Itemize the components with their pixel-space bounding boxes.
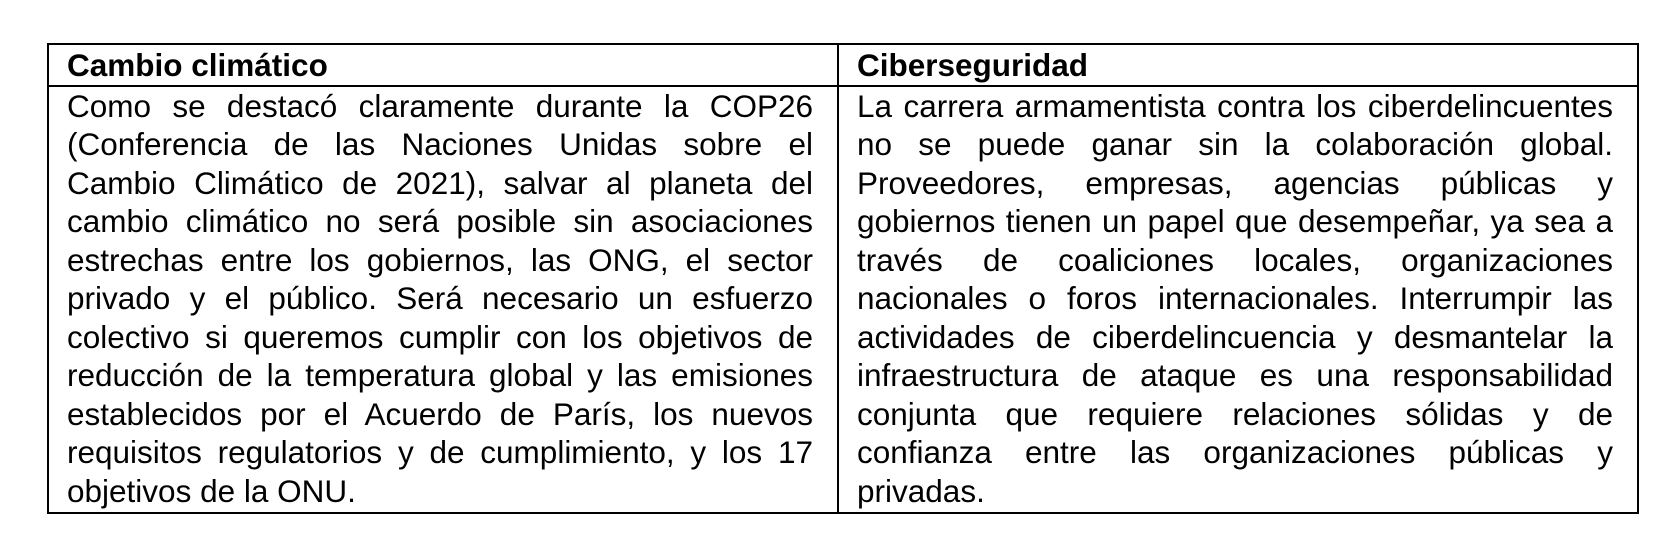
climate-change-paragraph: Como se destacó claramente durante la COP26 (Conferencia de las Naciones Unidas sobre el Cambio Climático de 2021), salvar al planeta del cambio climático no será posible sin asociaciones estrechas entre los gobiernos, las ONG, el sector privado y el público. Será necesario un esfuerzo colectivo si queremos cumplir con los objetivos de reducción de la temperatura global y las emisiones establecidos por el Acuerdo de París, los nuevos requisitos regulatorios y de cumplimiento, y los 17 objetivos de la ONU. [67, 87, 813, 509]
header-cybersecurity: Ciberseguridad [838, 44, 1638, 86]
cell-cybersecurity-text [838, 86, 1638, 514]
table-header-row [48, 44, 1638, 86]
table-row [48, 86, 1638, 514]
comparison-table [47, 43, 1639, 514]
cybersecurity-paragraph: La carrera armamentista contra los ciberdelincuentes no se puede ganar sin la colaboración global. Proveedores, empresas, agencias públicas y gobiernos tienen un papel que desempeñar, ya sea a través de coaliciones locales, organizaciones nacionales o foros internacionales. Interrumpir las actividades de ciberdelincuencia y desmantelar la infraestructura de ataque es una responsabilidad conjunta que requiere relaciones sólidas y de confianza entre las organizaciones públicas y privadas. [857, 87, 1613, 509]
cell-climate-change-text [48, 86, 838, 514]
header-climate-change: Cambio climático [48, 44, 838, 86]
